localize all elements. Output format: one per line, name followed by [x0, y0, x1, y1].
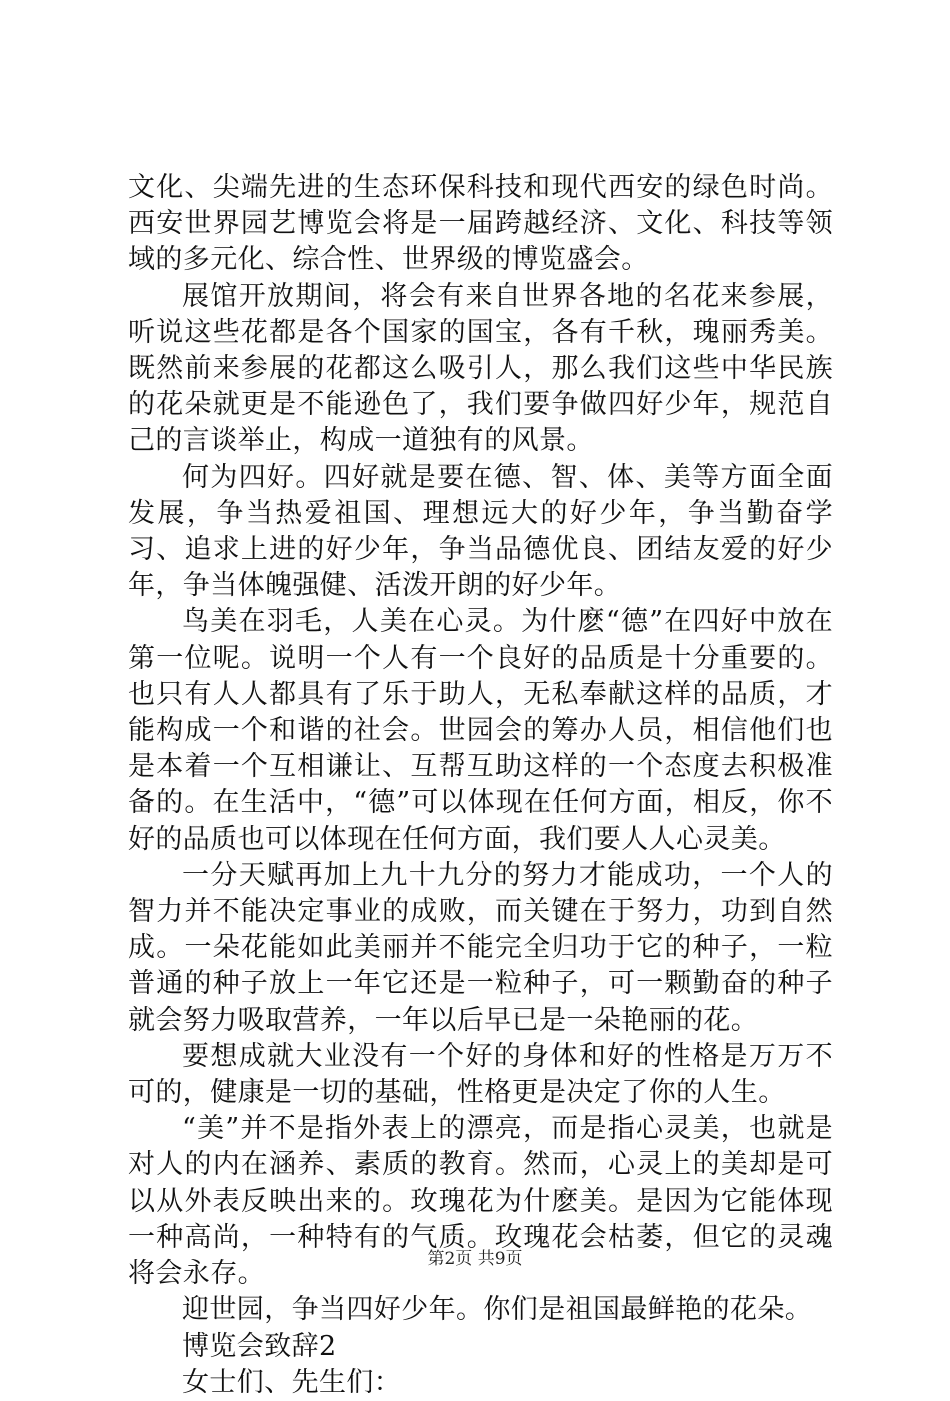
paragraph-continuation: 文化、尖端先进的生态环保科技和现代西安的绿色时尚。西安世界园艺博览会将是一届跨越经济、文化、科技等领域的多元化、综合性、世界级的博览盛会。: [128, 172, 833, 276]
paragraph-beauty: “美”并不是指外表上的漂亮，而是指心灵美，也就是对人的内在涵养、素质的教育。然而，心灵上的美却是可以从外表反映出来的。玫瑰花为什麽美。是因为它能体现一种高尚，一种特有的气质。玫瑰花会枯萎，但它的灵魂将会永存。: [128, 1113, 833, 1290]
paragraph-virtue: 鸟美在羽毛，人美在心灵。为什麽“德”在四好中放在第一位呢。说明一个人有一个良好的品质是十分重要的。也只有人人都具有了乐于助人，无私奉献这样的品质，才能构成一个和谐的社会。世园会的筹办人员，相信他们也是本着一个互相谦让、互帮互助这样的一个态度去积极准备的。在生活中，“德”可以体现在任何方面，相反，你不好的品质也可以体现在任何方面，我们要人人心灵美。: [128, 606, 833, 855]
section-heading: 博览会致辞2: [182, 1330, 337, 1362]
salutation: 女士们、先生们：: [182, 1366, 402, 1398]
paragraph-effort: 一分天赋再加上九十九分的努力才能成功，一个人的智力并不能决定事业的成败，而关键在于努力，功到自然成。一朵花能如此美丽并不能完全归功于它的种子，一粒普通的种子放上一年它还是一粒种子，可一颗勤奋的种子就会努力吸取营养，一年以后早已是一朵艳丽的花。: [128, 859, 833, 1036]
paragraph-four-goods: 何为四好。四好就是要在德、智、体、美等方面全面发展，争当热爱祖国、理想远大的好少年，争当勤奋学习、追求上进的好少年，争当品德优良、团结友爱的好少年，争当体魄强健、活泼开朗的好少年。: [128, 461, 833, 602]
paragraph-exhibition-hall: 展馆开放期间，将会有来自世界各地的名花来参展，听说这些花都是各个国家的国宝，各有千秋，瑰丽秀美。既然前来参展的花都这么吸引人，那么我们这些中华民族的花朵就更是不能逊色了，我们要争做四好少年，规范自己的言谈举止，构成一道独有的风景。: [128, 280, 833, 457]
paragraph-health: 要想成就大业没有一个好的身体和好的性格是万万不可的，健康是一切的基础，性格更是决定了你的人生。: [128, 1040, 833, 1109]
paragraph-closing: 迎世园，争当四好少年。你们是祖国最鲜艳的花朵。: [182, 1294, 813, 1326]
document-body: [128, 170, 833, 1401]
page-number-footer: 第2页 共9页: [427, 1249, 523, 1269]
